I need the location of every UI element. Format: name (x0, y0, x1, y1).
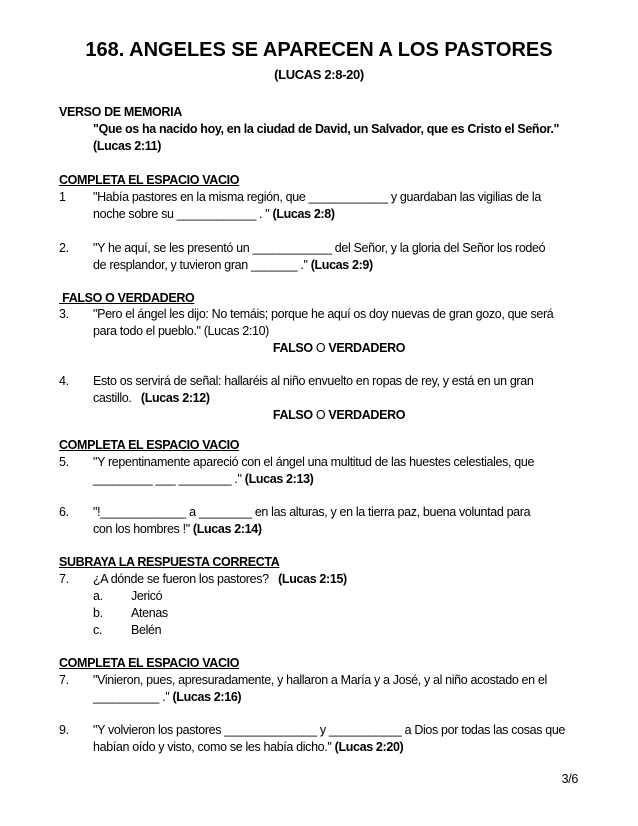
question-2 (59, 240, 579, 274)
question-6 (59, 504, 579, 538)
question-number: 5. (59, 455, 69, 469)
scripture-reference: (Lucas 2:8) (272, 207, 335, 221)
memory-verse-text: "Que os ha nacido hoy, en la ciudad de David, un Salvador, que es Cristo el Señor." (93, 122, 560, 136)
or-label: O (315, 408, 326, 422)
option-text: Belén (131, 623, 162, 637)
question-text-line2: _________ ___ ________ ." (93, 472, 242, 486)
or-label: O (315, 341, 326, 355)
true-option[interactable]: VERDADERO (328, 408, 406, 422)
scripture-reference: (Lucas 2:16) (172, 690, 242, 704)
question-text-line1: "Y volvieron los pastores ______________ y ___________ a Dios por todas las cosas que (93, 723, 566, 737)
underline-answer-heading: SUBRAYA LA RESPUESTA CORRECTA (59, 555, 280, 569)
question-number: 4. (59, 374, 69, 388)
scripture-reference: (Lucas 2:12) (140, 391, 210, 405)
section-heading (59, 655, 579, 672)
option-letter: a. (93, 589, 103, 603)
page-title: 168. ANGELES SE APARECEN A LOS PASTORES (85, 39, 553, 61)
fill-blank-heading: COMPLETA EL ESPACIO VACIO (59, 656, 240, 670)
question-text-line1: "Y he aquí, se les presentó un ____________ del Señor, y la gloria del Señor los rodeó (93, 241, 546, 255)
question-text-line2: con los hombres !" (93, 522, 190, 536)
scripture-reference: (Lucas 2:13) (244, 472, 314, 486)
scripture-reference: (Lucas 2:20) (334, 740, 404, 754)
question-9 (59, 722, 579, 756)
option-letter: b. (93, 606, 103, 620)
question-1 (59, 189, 579, 223)
scripture-reference: (Lucas 2:15) (278, 572, 347, 586)
question-text-line2: para todo el pueblo." (Lucas 2:10) (93, 324, 269, 338)
question-text-line2: castillo. (93, 391, 132, 405)
question-number: 9. (59, 723, 69, 737)
page-number: 3/6 (561, 772, 578, 786)
true-false-choice (59, 407, 579, 424)
fill-blank-heading: COMPLETA EL ESPACIO VACIO (59, 173, 240, 187)
question-text-line1: Esto os servirá de señal: hallaréis al niño envuelto en ropas de rey, y está en un gran (93, 374, 534, 388)
question-number: 2. (59, 241, 69, 255)
question-number: 7. (59, 673, 69, 687)
question-text-line1: "Había pastores en la misma región, que ____________ y guardaban las vigilias de la (93, 190, 541, 204)
question-text-line2: habían oído y visto, como se les había dicho." (93, 740, 332, 754)
question-number: 3. (59, 307, 69, 321)
false-option[interactable]: FALSO (272, 341, 313, 355)
false-option[interactable]: FALSO (272, 408, 313, 422)
question-number: 1 (59, 190, 66, 204)
true-false-heading: FALSO O VERDADERO (59, 291, 195, 305)
section-heading (59, 437, 579, 454)
question-5 (59, 454, 579, 488)
question-text-line1: ¿A dónde se fueron los pastores? (93, 572, 269, 586)
question-text-line1: "!_____________ a ________ en las alturas, y en la tierra paz, buena voluntad para (93, 505, 531, 519)
option-text: Jericó (131, 589, 163, 603)
question-number: 7. (59, 572, 69, 586)
question-text-line2: de resplandor, y tuvieron gran _______ ." (93, 258, 308, 272)
question-8 (59, 672, 579, 706)
question-number: 6. (59, 505, 69, 519)
answer-option[interactable] (59, 588, 579, 605)
answer-option[interactable] (59, 622, 579, 639)
option-letter: c. (93, 623, 103, 637)
question-4 (59, 373, 579, 424)
question-text-line1: "Y repentinamente apareció con el ángel una multitud de las huestes celestiales, que (93, 455, 535, 469)
question-text-line1: "Pero el ángel les dijo: No temáis; porque he aquí os doy nuevas de gran gozo, que será (93, 307, 554, 321)
memory-verse-ref: (Lucas 2:11) (93, 139, 162, 153)
memory-heading: VERSO DE MEMORIA (59, 105, 182, 119)
answer-option[interactable] (59, 605, 579, 622)
question-text-line2: noche sobre su ____________ . " (93, 207, 270, 221)
section-heading (59, 290, 579, 307)
scripture-reference: (Lucas 2:9) (310, 258, 373, 272)
scripture-reference: (Lucas 2:14) (192, 522, 262, 536)
question-3 (59, 306, 579, 357)
page-subtitle: (LUCAS 2:8-20) (274, 67, 364, 82)
section-heading (59, 172, 579, 189)
true-false-choice (59, 340, 579, 357)
memory-verse-section (59, 104, 579, 155)
fill-blank-heading: COMPLETA EL ESPACIO VACIO (59, 438, 240, 452)
option-text: Atenas (131, 606, 168, 620)
section-heading (59, 554, 579, 571)
question-7 (59, 571, 579, 639)
question-text-line1: "Vinieron, pues, apresuradamente, y hallaron a María y a José, y al niño acostado en el (93, 673, 547, 687)
question-text-line2: __________ ." (93, 690, 170, 704)
true-option[interactable]: VERDADERO (328, 341, 406, 355)
